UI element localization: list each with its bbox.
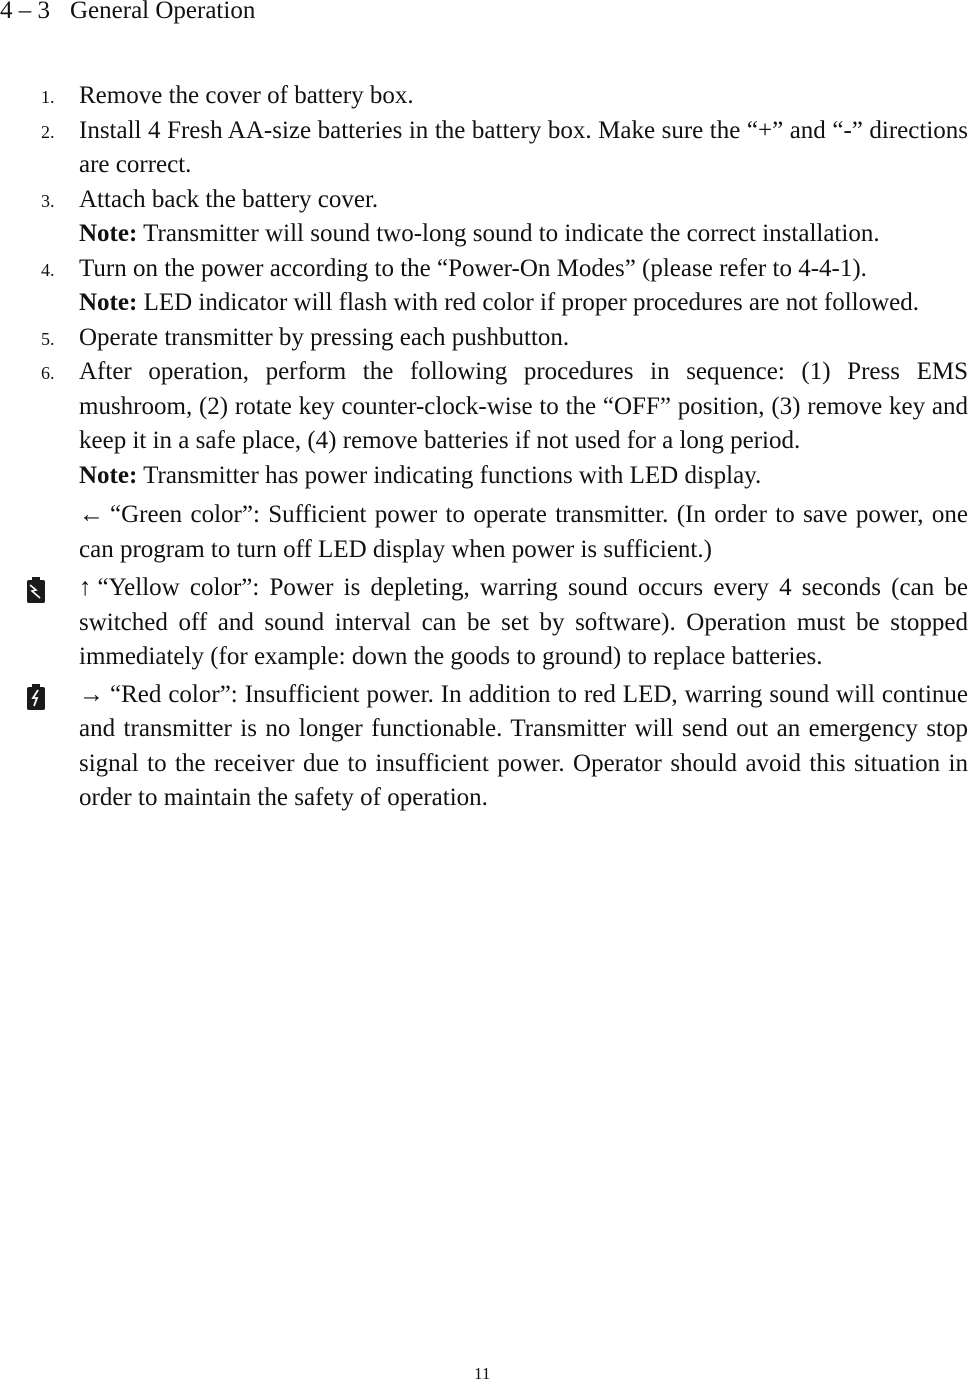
- note-text: Transmitter has power indicating functions with LED display.: [137, 461, 762, 489]
- left-arrow-icon: ←: [79, 501, 104, 528]
- power-status-green: [79, 498, 968, 567]
- page-number: 11: [474, 1364, 491, 1383]
- step-note: [79, 459, 968, 494]
- step-text: Attach back the battery cover.: [79, 185, 379, 213]
- step-text: Remove the cover of battery box.: [79, 82, 414, 109]
- section-title: General Operation: [70, 0, 256, 24]
- step-number: 1.: [41, 87, 55, 107]
- step-number: 6.: [41, 363, 55, 383]
- step-number: 3.: [41, 190, 55, 211]
- status-text: “Red color”: Insufficient power. In addition to red LED, warring sound will continue and transmitter is no longer functionable. Transmitter will send out an emergency stop signal to the receiver due to insufficient power. Operator should avoid this situation in order to maintain the safety of operation.: [79, 680, 968, 811]
- list-item: [0, 114, 968, 183]
- list-item: [0, 321, 968, 356]
- list-item: [0, 252, 968, 287]
- step-text: Turn on the power according to the “Power-On Modes” (please refer to 4-4-1).: [79, 254, 867, 282]
- battery-empty-icon: [26, 684, 46, 710]
- step-number: 5.: [41, 328, 55, 349]
- step-number: 2.: [41, 121, 55, 142]
- section-heading: [0, 0, 255, 25]
- note-text: Transmitter will sound two-long sound to indicate the correct installation.: [137, 220, 880, 247]
- step-text: After operation, perform the following procedures in sequence: (1) Press EMS mushroom, (2) rotate key counter-clock-wise to the “OFF” position, (3) remove key and keep it in a safe place, (4) remove batteries if not used for a long period.: [79, 358, 968, 454]
- step-text: Operate transmitter by pressing each pushbutton.: [79, 323, 570, 351]
- list-item: [0, 79, 968, 114]
- up-arrow-icon: ↑: [79, 574, 92, 601]
- step-note: [79, 217, 968, 252]
- power-status-red: [79, 678, 968, 816]
- note-label: Note:: [79, 289, 138, 316]
- note-text: LED indicator will flash with red color if proper procedures are not followed.: [137, 289, 920, 316]
- power-status-yellow: [79, 571, 968, 675]
- status-text: “Green color”: Sufficient power to operate transmitter. (In order to save power, one can program to turn off LED display when power is sufficient.): [79, 501, 968, 563]
- status-text: “Yellow color”: Power is depleting, warring sound occurs every 4 seconds (can be switched off and sound interval can be set by software). Operation must be stopped immediately (for example: down the goods to ground) to replace batteries.: [79, 574, 968, 670]
- step-number: 4.: [41, 259, 55, 280]
- list-item: [0, 355, 968, 459]
- right-arrow-icon: →: [79, 680, 104, 708]
- note-label: Note:: [79, 220, 138, 247]
- section-number: 4 – 3: [0, 0, 50, 24]
- operation-steps: [0, 79, 971, 816]
- battery-low-icon: [26, 577, 46, 603]
- note-label: Note:: [79, 461, 138, 489]
- step-text: Install 4 Fresh AA-size batteries in the battery box. Make sure the “+” and “-” directions are correct.: [79, 116, 968, 178]
- step-note: [79, 286, 968, 321]
- list-item: [0, 183, 968, 218]
